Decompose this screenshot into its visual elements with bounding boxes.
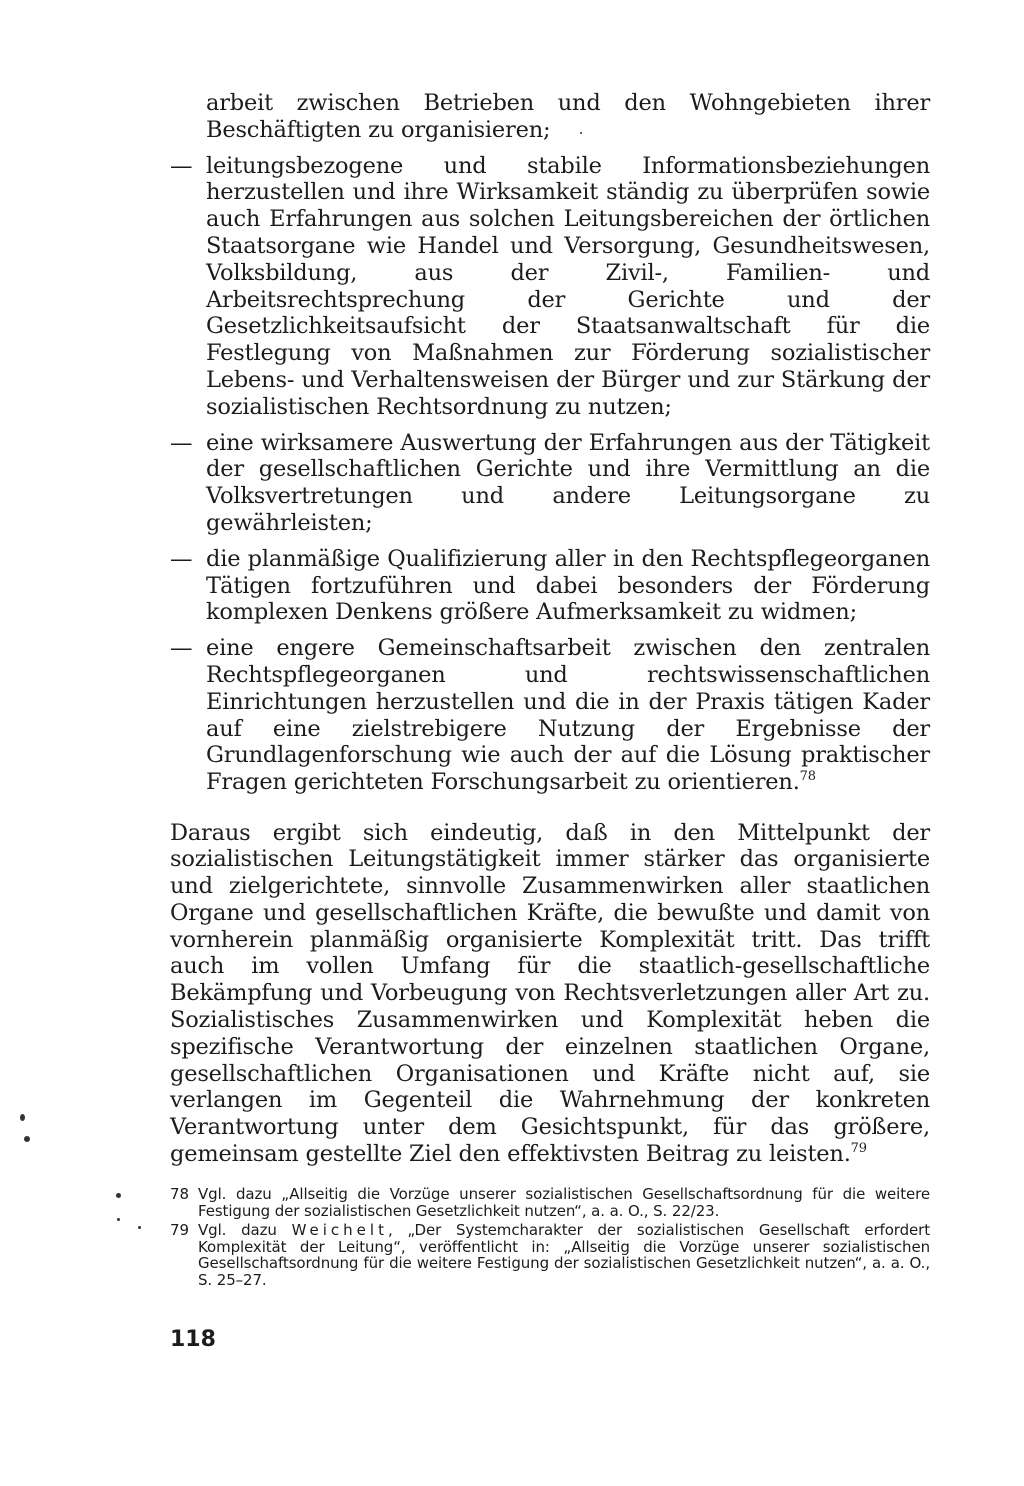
enumerated-list (170, 90, 930, 796)
footnote-author: Weichelt (291, 1221, 388, 1239)
footnotes-section (170, 1186, 930, 1288)
list-dash: — (170, 429, 193, 456)
footnote-number: 78 (170, 1185, 189, 1203)
footnote-reference: 78 (799, 769, 816, 785)
footnote-number: 79 (170, 1221, 189, 1239)
list-item (170, 153, 930, 421)
list-item (170, 546, 930, 626)
footnote-prefix: Vgl. dazu (198, 1221, 277, 1239)
list-item (170, 430, 930, 537)
footnote (170, 1186, 930, 1219)
list-item-text: die planmäßige Qualifizierung aller in den Rechtspflegeorganen Tätigen fortzuführen und dabei besonders der Förderung komplexen Denkens größere Aufmerksamkeit zu widmen; (206, 545, 930, 626)
footnote (170, 1222, 930, 1288)
list-item-text: eine wirksamere Auswertung der Erfahrungen aus der Tätigkeit der gesellschaftlichen Gerichte und ihre Vermittlung an die Volksvertretungen und andere Leitungsorgane zu gewährleisten; (206, 429, 930, 536)
paragraph-text: Daraus ergibt sich eindeutig, daß in den Mittelpunkt der sozialistischen Leitungstätigkeit immer stärker das organisierte und zielgerichtete, sinnvolle Zusammenwirken aller staatlichen Organe und gesellschaftlichen Kräfte, die bewußte und damit von vornherein planmäßig organisierte Komplexität tritt. Das trifft auch im vollen Umfang für die staatlich-gesellschaftliche Bekämpfung und Vorbeugung von Rechtsverletzungen aller Art zu. Sozialistisches Zusammenwirken und Komplexität heben die spezifische Verantwortung der einzelnen staatlichen Organe, gesellschaftlichen Organisationen und Kräfte nicht auf, sie verlangen im Gegenteil die Wahrnehmung der konkreten Verantwortung unter dem Gesichtspunkt, für das größere, gemeinsam gestellte Ziel den effektivsten Beitrag zu leisten. (170, 819, 930, 1168)
scan-speck (20, 1114, 25, 1121)
list-dash: — (170, 152, 193, 179)
list-item-text: eine engere Gemeinschaftsarbeit zwischen den zentralen Rechtspflegeorganen und rechtswissenschaftlichen Einrichtungen herzustellen und die in der Praxis tätigen Kader auf eine zielstrebigere Nutzung der Ergebnisse der Grundlagenforschung wie auch der auf die Lösung praktischer Fragen gerichteten Forschungsarbeit zu orientieren. (206, 635, 930, 796)
scan-speck (116, 1193, 121, 1198)
scan-speck (117, 1218, 120, 1221)
footnote-text: Vgl. dazu „Allseitig die Vorzüge unserer sozialistischen Gesellschaftsordnung für die weitere Festigung der sozialistischen Gesetzlichkeit nutzen“, a. a. O., S. 22/23. (198, 1185, 930, 1220)
list-dash: — (170, 545, 193, 572)
footnote-reference: 79 (850, 1141, 867, 1157)
list-item (170, 635, 930, 796)
footnote-text: , „Der Systemcharakter der sozialistischen Gesellschaft erfordert Komplexität der Leitung“, veröffentlicht in: „Allseitig die Vorzüge unserer sozialistischen Gesellschaftsordnung für die weitere Festigung der sozialistischen Gesetzlichkeit nutzen“, a. a. O., S. 25–27. (198, 1221, 930, 1289)
scan-speck (580, 132, 582, 134)
scan-speck (24, 1136, 30, 1142)
body-paragraph (170, 820, 930, 1168)
page-number: 118 (170, 1327, 216, 1352)
list-continuation-text: arbeit zwischen Betrieben und den Wohngebieten ihrer Beschäftigten zu organisieren; (206, 90, 930, 143)
list-dash: — (170, 635, 193, 662)
scan-speck (138, 1226, 141, 1229)
list-item-text: leitungsbezogene und stabile Informationsbeziehungen herzustellen und ihre Wirksamkeit ständig zu überprüfen sowie auch Erfahrungen aus solchen Leitungsbereichen der örtlichen Staatsorgane wie Handel und Versorgung, Gesundheitswesen, Volksbildung, aus der Zivil-, Familien- und Arbeitsrechtsprechung der Gerichte und der Gesetzlichkeitsaufsicht der Staatsanwaltschaft für die Festlegung von Maßnahmen zur Förderung sozialistischer Lebens- und Verhaltensweisen der Bürger und zur Stärkung der sozialistischen Rechtsordnung zu nutzen; (206, 152, 930, 420)
